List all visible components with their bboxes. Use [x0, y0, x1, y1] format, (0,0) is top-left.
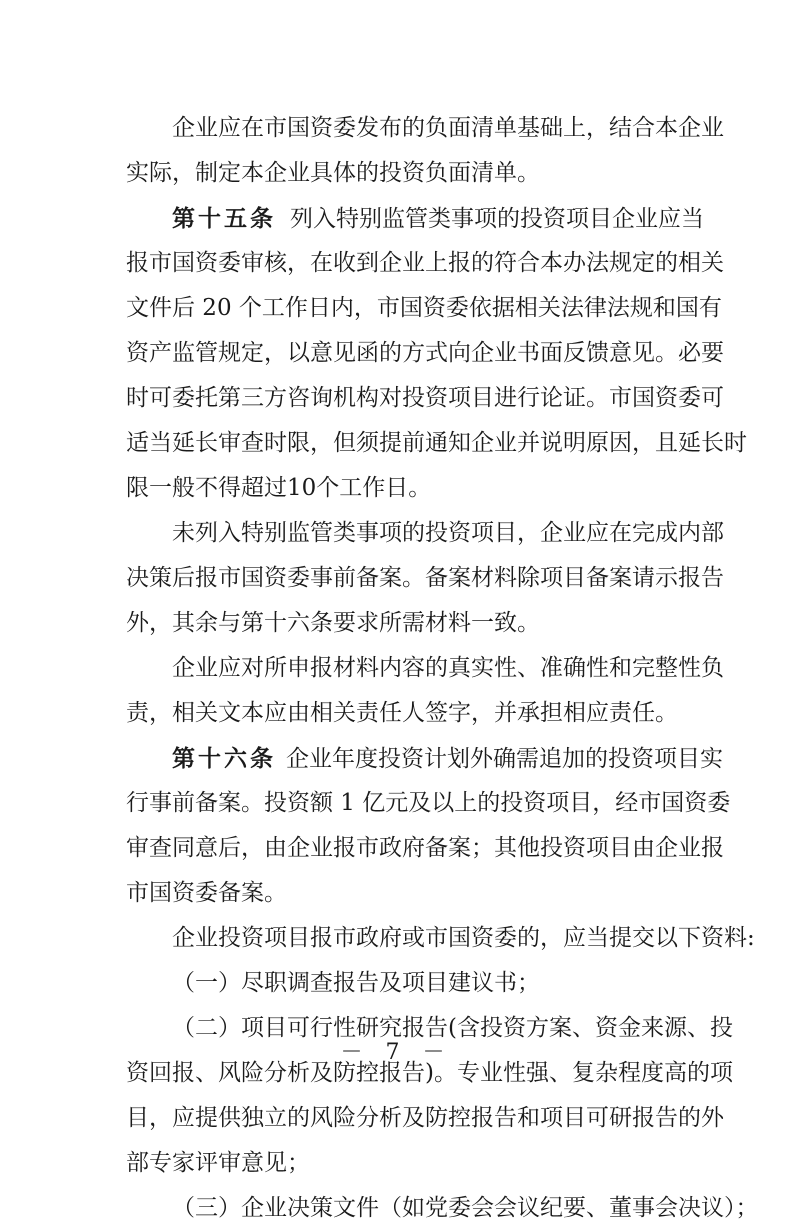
- page-number: － 7 －: [340, 1040, 453, 1065]
- paragraph-1-line-1: 企业应在市国资委发布的负面清单基础上，结合本企业: [172, 115, 724, 141]
- article-15-line-2: 报市国资委审核，在收到企业上报的符合本办法规定的相关: [126, 250, 724, 276]
- article-15-line-4: 资产监管规定，以意见函的方式向企业书面反馈意见。必要: [126, 340, 724, 366]
- paragraph-6-line-1: 企业投资项目报市政府或市国资委的，应当提交以下资料:: [172, 925, 755, 951]
- article-15-label: 第十五条: [172, 205, 276, 232]
- article-15-line-1: [126, 196, 704, 241]
- article-16-line-2: 行事前备案。投资额 1 亿元及以上的投资项目，经市国资委: [126, 790, 731, 816]
- article-16-line-4: 市国资委备案。: [126, 880, 287, 906]
- paragraph-1-line-2: 实际，制定本企业具体的投资负面清单。: [126, 160, 540, 186]
- item-1-line-1: （一）尽职调查报告及项目建议书；: [172, 970, 540, 996]
- article-16-line-1-text: 企业年度投资计划外确需追加的投资项目实: [286, 746, 723, 772]
- paragraph-3-line-1: 未列入特别监管类事项的投资项目，企业应在完成内部: [172, 520, 724, 546]
- article-15-line-6: 适当延长审查时限，但须提前通知企业并说明原因，且延长时: [126, 430, 747, 456]
- item-2-line-2: 资回报、风险分析及防控报告)。专业性强、复杂程度高的项: [126, 1060, 733, 1086]
- article-16-label: 第十六条: [172, 745, 276, 772]
- article-15-line-7: 限一般不得超过10个工作日。: [126, 475, 432, 501]
- item-2-line-4: 部专家评审意见；: [126, 1150, 310, 1176]
- item-2-line-3: 目，应提供独立的风险分析及防控报告和项目可研报告的外: [126, 1105, 724, 1131]
- article-16-line-3: 审查同意后，由企业报市政府备案；其他投资项目由企业报: [126, 835, 724, 861]
- paragraph-3-line-3: 外，其余与第十六条要求所需材料一致。: [126, 610, 540, 636]
- paragraph-3-line-2: 决策后报市国资委事前备案。备案材料除项目备案请示报告: [126, 565, 724, 591]
- item-3-line-1: （三）企业决策文件（如党委会会议纪要、董事会决议）；: [172, 1195, 759, 1221]
- article-16-line-1: [126, 736, 723, 781]
- article-15-line-1-text: 列入特别监管类事项的投资项目企业应当: [290, 206, 704, 232]
- paragraph-4-line-1: 企业应对所申报材料内容的真实性、准确性和完整性负: [172, 655, 724, 681]
- item-2-line-1: （二）项目可行性研究报告(含投资方案、资金来源、投: [172, 1015, 733, 1041]
- paragraph-4-line-2: 责，相关文本应由相关责任人签字，并承担相应责任。: [126, 700, 678, 726]
- article-15-line-5: 时可委托第三方咨询机构对投资项目进行论证。市国资委可: [126, 385, 724, 411]
- article-15-line-3: 文件后 20 个工作日内，市国资委依据相关法律法规和国有: [126, 295, 722, 321]
